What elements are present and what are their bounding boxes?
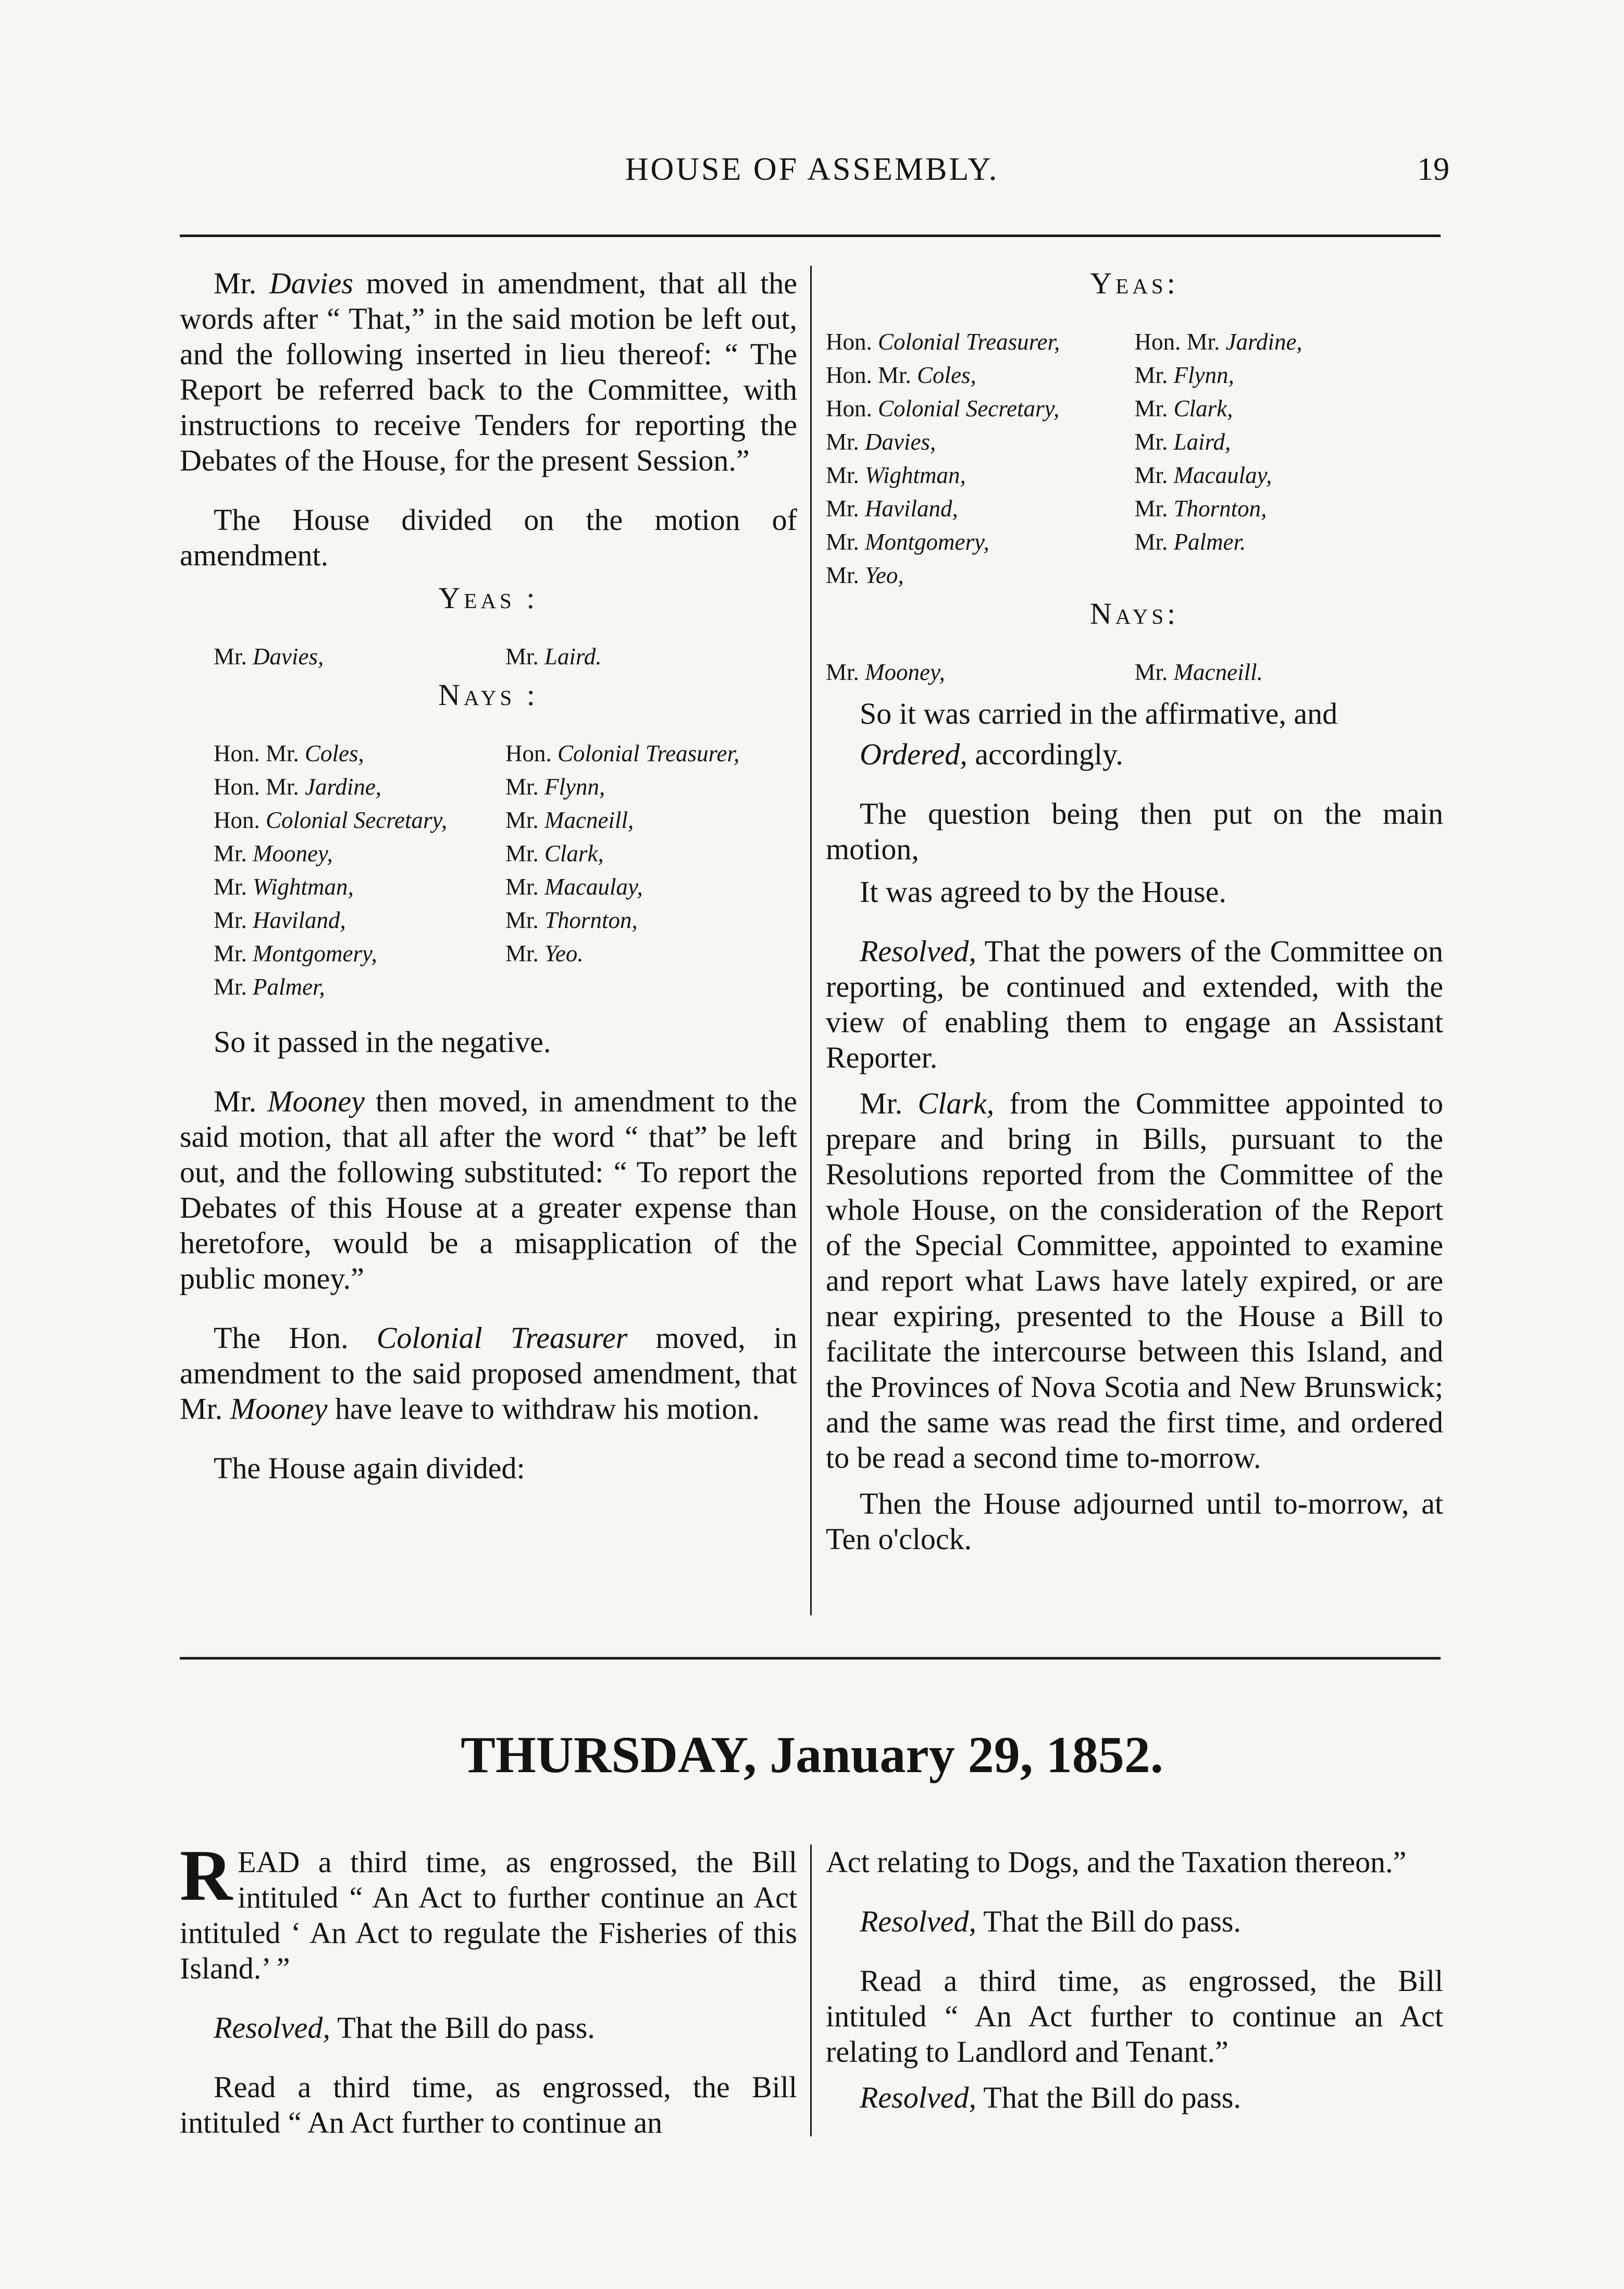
list-item: Mr. Macaulay, [505, 874, 643, 900]
list-item: Mr. Wightman, [826, 462, 966, 488]
list-item: Mr. Flynn, [1134, 362, 1234, 388]
header-rule [180, 234, 1441, 237]
list-item: Mr. Montgomery, [826, 529, 989, 555]
list-item: Mr. Macneill, [505, 807, 634, 833]
house-divided: The House again divided: [214, 1451, 525, 1485]
list-item: Mr. Thornton, [505, 907, 638, 933]
resolved-pass: Resolved, That the Bill do pass. [214, 2011, 595, 2045]
agreed-line: It was agreed to by the House. [860, 875, 1226, 909]
section-rule [180, 1657, 1441, 1660]
yeas-list [826, 325, 1443, 592]
resolved-reporting: Resolved, That the powers of the Committee on reporting, be continued and extended, with the view of enabling them to engage an Assistant Reporter. [826, 934, 1443, 1074]
list-item: Hon. Mr. Coles, [214, 740, 364, 766]
list-item: Mr. Yeo. [505, 941, 584, 967]
affirmative-result: So it was carried in the affirmative, and [860, 697, 1337, 731]
list-item: Mr. Mooney, [214, 840, 333, 867]
resolved-pass: Resolved, That the Bill do pass. [860, 1904, 1241, 1938]
list-item: Mr. Thornton, [1134, 496, 1267, 522]
list-item: Mr. Palmer, [214, 974, 325, 1000]
left-column [180, 266, 797, 1510]
list-item: Mr. Clark, [505, 840, 604, 867]
drop-cap: R [180, 1835, 233, 1916]
list-item: Mr. Macneill. [1134, 659, 1263, 685]
nays-heading: Nays : [438, 678, 539, 712]
list-item: Mr. Palmer. [1134, 529, 1246, 555]
dogs-bill-start: Read a third time, as engrossed, the Bill intituled “ An Act further to continue an [180, 2070, 797, 2139]
column-divider-lower [810, 1845, 812, 2136]
page-number: 19 [1417, 152, 1449, 187]
list-item: Mr. Wightman, [214, 874, 354, 900]
resolved-pass: Resolved, That the Bill do pass. [860, 2081, 1241, 2114]
lower-left-column [180, 1835, 797, 2164]
mooney-amendment: Mr. Mooney then moved, in amendment to the said motion, that all after the word “ that” be left out, and the following substituted: “ To report the Debates of this House at a greater expense than heretofore, would be a misapplication of the public money.” [180, 1084, 798, 1295]
yeas-list [180, 640, 797, 673]
dogs-bill-end: Act relating to Dogs, and the Taxation thereon.” [826, 1845, 1407, 1879]
column-divider-upper [810, 266, 812, 1615]
yeas-heading: Yeas : [438, 581, 539, 615]
list-item: Mr. Laird, [1134, 429, 1231, 455]
division-paragraph: The House divided on the motion of amendment. [180, 503, 797, 572]
amendment-paragraph: Mr. Davies moved in amendment, that all the words after “ That,” in the said motion be left out, and the following inserted in lieu thereof: “ The Report be referred back to the Committee, with instructions to receive Tenders for reporting the Debates of the House, for the present Session.” [180, 266, 797, 477]
treasurer-amendment: The Hon. Colonial Treasurer moved, in amendment to the said proposed amendment, that Mr. Mooney have leave to withdraw his motion. [180, 1321, 797, 1426]
yeas-heading: Yeas: [1090, 266, 1179, 300]
list-item: Hon. Mr. Jardine, [1134, 329, 1303, 355]
ordered-line: Ordered, accordingly. [860, 737, 1123, 771]
nays-heading: Nays: [1089, 597, 1180, 630]
list-item: Mr. Laird. [505, 644, 602, 670]
list-item: Mr. Clark, [1134, 395, 1233, 422]
list-item: Hon. Colonial Treasurer, [826, 329, 1060, 355]
running-head: HOUSE OF ASSEMBLY. [625, 152, 999, 187]
fisheries-bill: READ a third time, as engrossed, the Bill intituled “ An Act to further continue an Act intituled ‘ An Act to regulate the Fisheries of this Island.’ ” [180, 1835, 797, 1985]
clark-bill: Mr. Clark, from the Committee appointed to prepare and bring in Bills, pursuant to the Resolutions reported from the Committee of the whole House, on the consideration of the Report of the Special Committee, appointed to examine and report what Laws have lately expired, or are near expiring, presented to the House a Bill to facilitate the intercourse between this Island, and the Provinces of Nova Scotia and New Brunswick; and the same was read the first time, and ordered to be read a second time to-morrow. [826, 1086, 1443, 1475]
list-item: Mr. Haviland, [826, 496, 958, 522]
nays-list [826, 655, 1443, 689]
list-item: Mr. Yeo, [826, 562, 904, 588]
list-item: Mr. Mooney, [826, 659, 945, 685]
list-item: Hon. Mr. Coles, [826, 362, 976, 388]
landlord-bill: Read a third time, as engrossed, the Bill intituled “ An Act further to continue an Act relating to Landlord and Tenant.” [826, 1964, 1443, 2069]
list-item: Mr. Haviland, [214, 907, 346, 933]
main-motion: The question being then put on the main motion, [826, 797, 1443, 866]
right-column [826, 266, 1443, 1581]
list-item: Mr. Davies, [214, 644, 324, 670]
list-item: Mr. Macaulay, [1134, 462, 1272, 488]
list-item: Hon. Mr. Jardine, [214, 774, 382, 800]
list-item: Hon. Colonial Secretary, [214, 807, 448, 833]
date-heading: THURSDAY, January 29, 1852. [461, 1726, 1163, 1784]
list-item: Hon. Colonial Treasurer, [505, 740, 740, 766]
list-item: Hon. Colonial Secretary, [826, 395, 1060, 422]
adjournment: Then the House adjourned until to-morrow, at Ten o'clock. [826, 1487, 1443, 1556]
negative-result: So it passed in the negative. [214, 1025, 551, 1059]
lower-right-column [826, 1845, 1443, 2139]
list-item: Mr. Flynn, [505, 774, 605, 800]
nays-list [180, 737, 797, 1004]
list-item: Mr. Davies, [826, 429, 936, 455]
list-item: Mr. Montgomery, [214, 941, 377, 967]
